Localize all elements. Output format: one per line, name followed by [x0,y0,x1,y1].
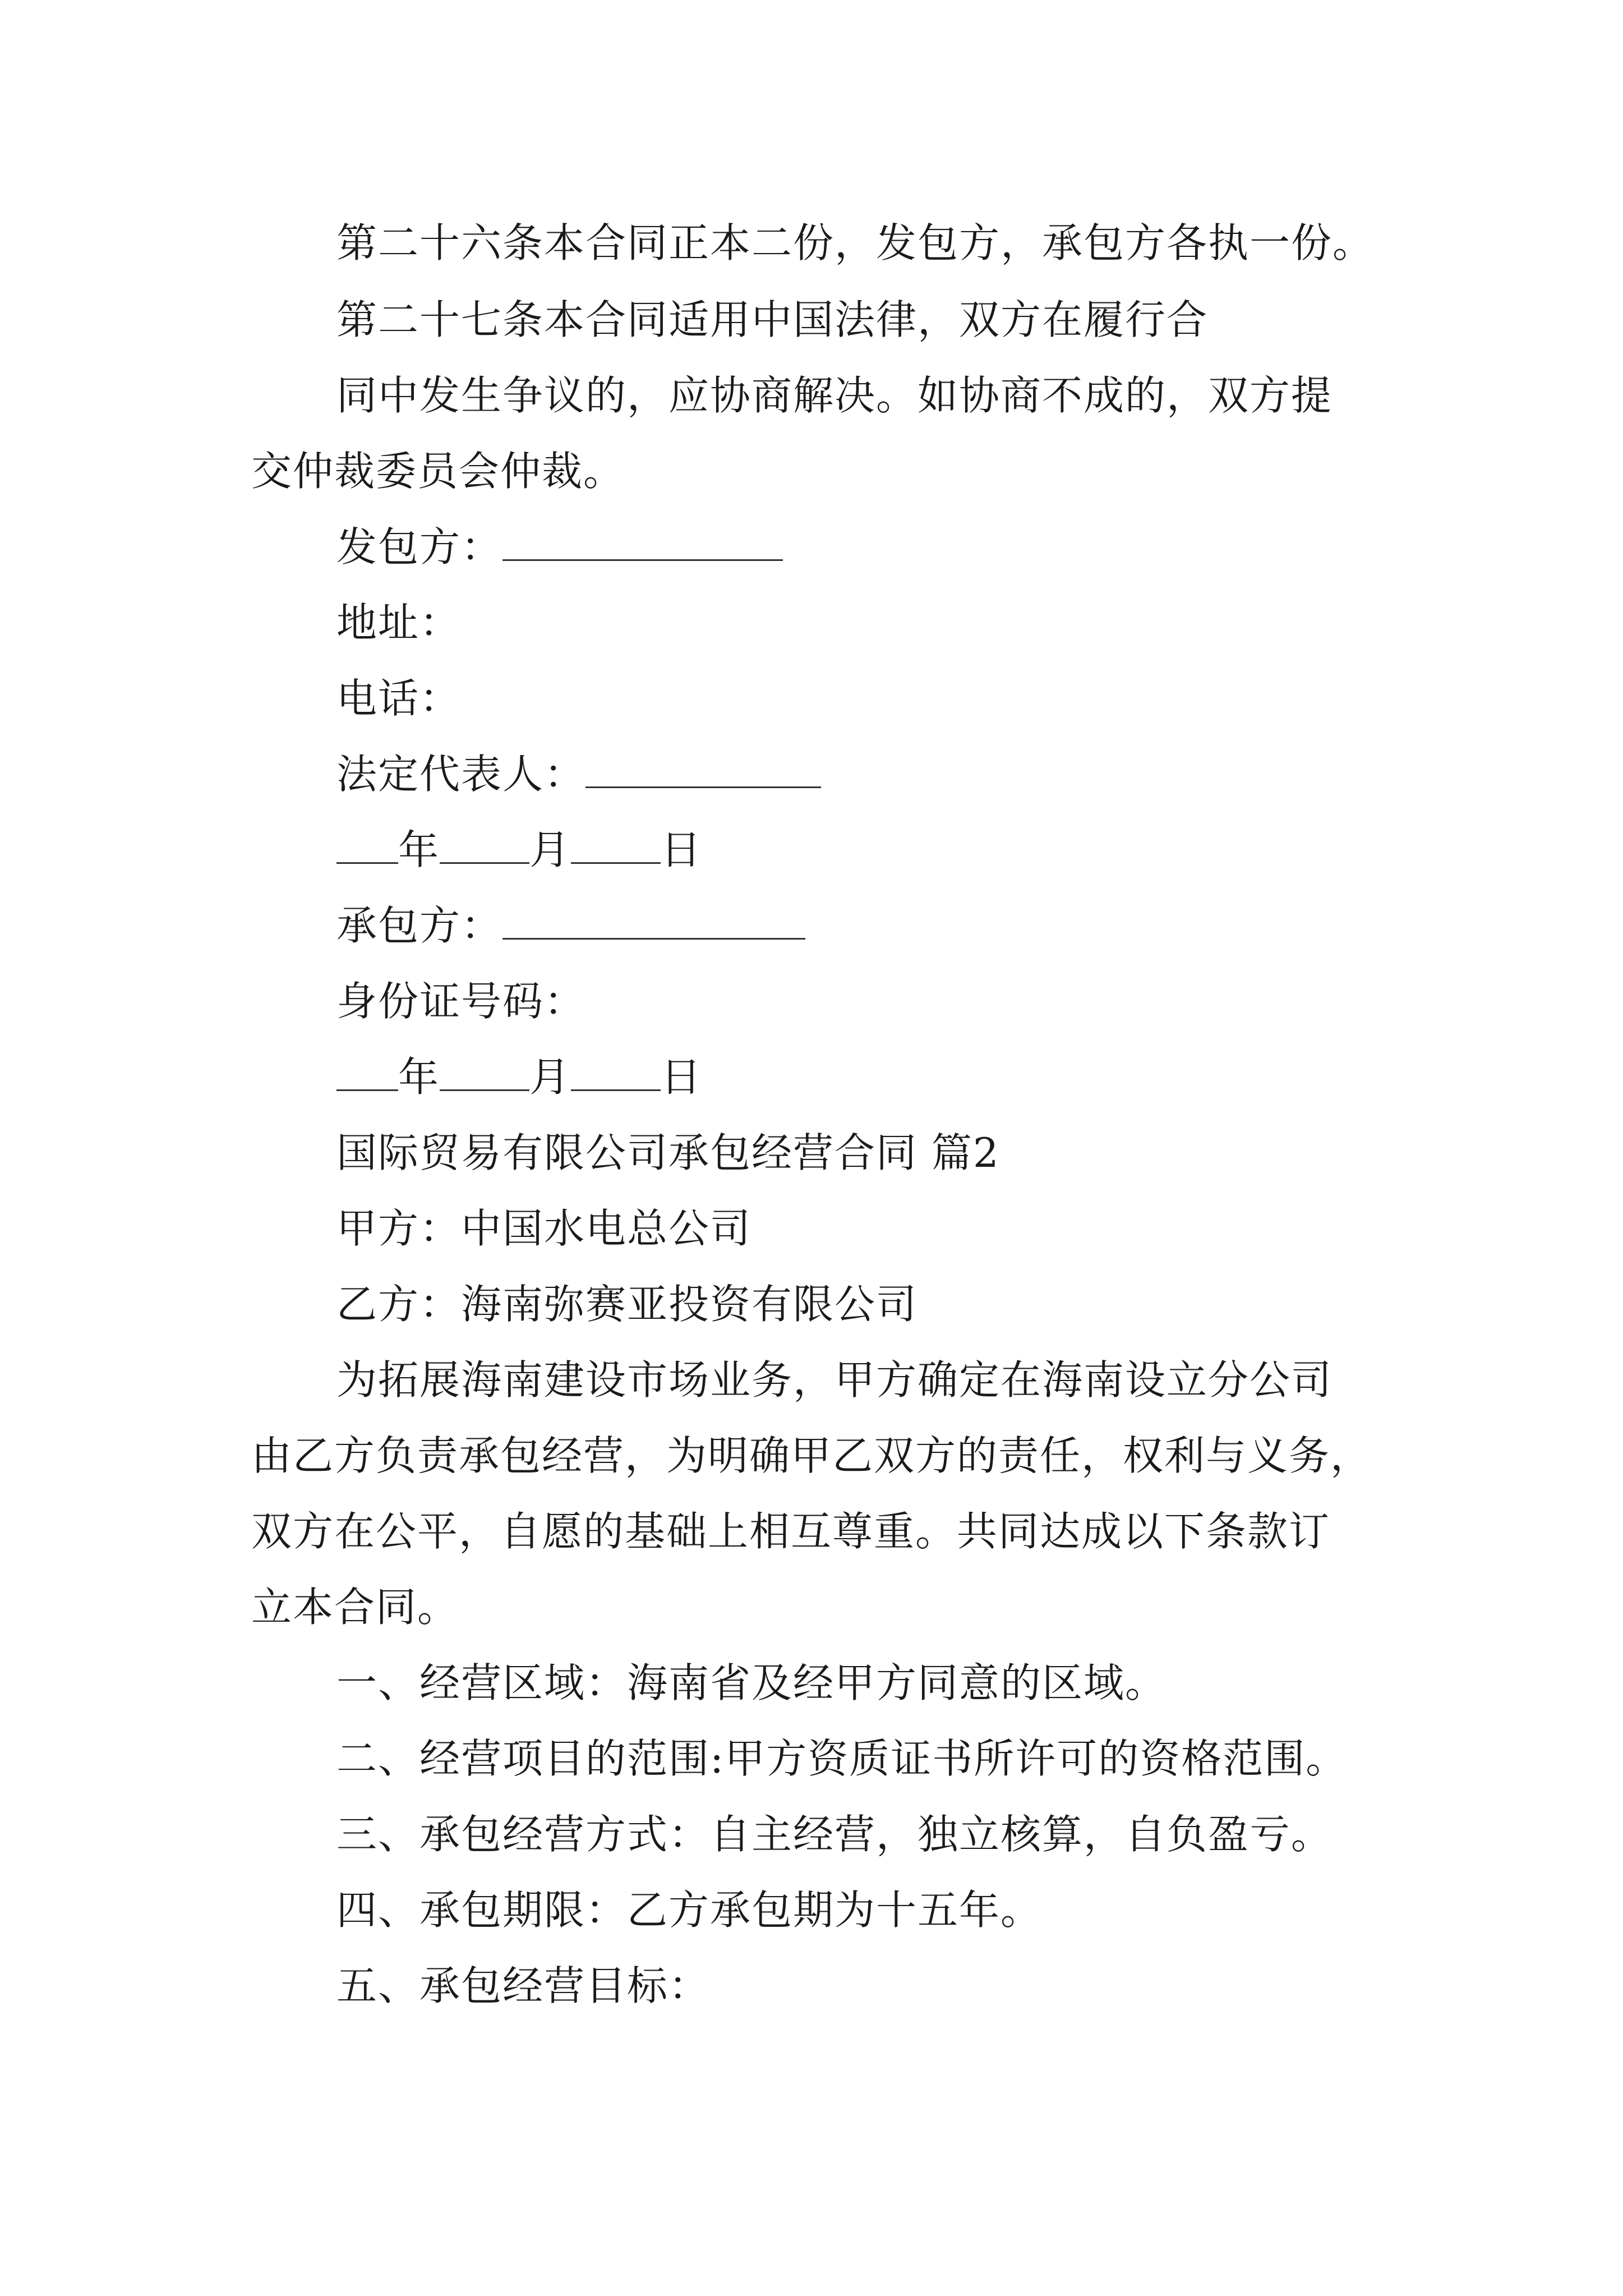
party-a: 甲方：中国水电总公司 [336,1205,752,1252]
month-label: 月 [529,1053,571,1101]
party-b: 乙方：海南弥赛亚投资有限公司 [336,1281,918,1328]
chengbao-label: 承包方： [336,902,503,949]
article-26: 第二十六条本合同正本二份，发包方，承包方各执一份。 [336,219,1375,266]
clause-5: 五、承包经营目标： [336,1962,711,2009]
day-blank [571,1055,661,1091]
article-27-line1: 第二十七条本合同适用中国法律，双方在履行合 [336,296,1209,343]
day-label: 日 [661,1053,703,1101]
contract-2-title: 国际贸易有限公司承包经营合同 篇2 [336,1129,1000,1176]
fabao-line [336,522,783,572]
phone-label: 电话： [336,675,462,722]
clause-1: 一、经营区域：海南省及经甲方同意的区域。 [336,1659,1167,1706]
intro-line2: 由乙方负责承包经营，为明确甲乙双方的责任，权利与义务， [251,1432,1372,1479]
intro-line3: 双方在公平，自愿的基础上相互尊重。共同达成以下条款订 [251,1508,1331,1555]
intro-line1: 为拓展海南建设市场业务，甲方确定在海南设立分公司 [336,1356,1333,1404]
fabao-blank [502,524,783,561]
month-blank [440,1055,529,1091]
chengbao-line [336,900,805,951]
intro-line4: 立本合同。 [251,1584,459,1631]
clause-2: 二、经营项目的范围:甲方资质证书所许可的资格范围。 [336,1735,1348,1782]
month-label: 月 [529,826,571,873]
year-blank [336,1055,398,1091]
id-number-label: 身份证号码： [336,978,586,1025]
day-blank [571,827,661,864]
date-line-2 [336,1052,702,1102]
year-blank [336,827,398,864]
address-label: 地址： [336,599,462,646]
legal-rep-label: 法定代表人： [336,751,586,798]
day-label: 日 [661,826,703,873]
year-label: 年 [398,826,440,873]
date-line-1 [336,825,702,875]
clause-4: 四、承包期限：乙方承包期为十五年。 [336,1887,1043,1934]
fabao-label: 发包方： [336,523,503,570]
article-27-line2: 同中发生争议的，应协商解决。如协商不成的，双方提 [336,372,1333,419]
month-blank [440,827,529,864]
article-27-line3: 交仲裁委员会仲裁。 [251,448,625,495]
year-label: 年 [398,1053,440,1101]
chengbao-blank [502,903,805,940]
clause-3: 三、承包经营方式：自主经营，独立核算，自负盈亏。 [336,1811,1333,1858]
legal-rep-blank [585,752,821,788]
legal-rep-line [336,749,821,799]
